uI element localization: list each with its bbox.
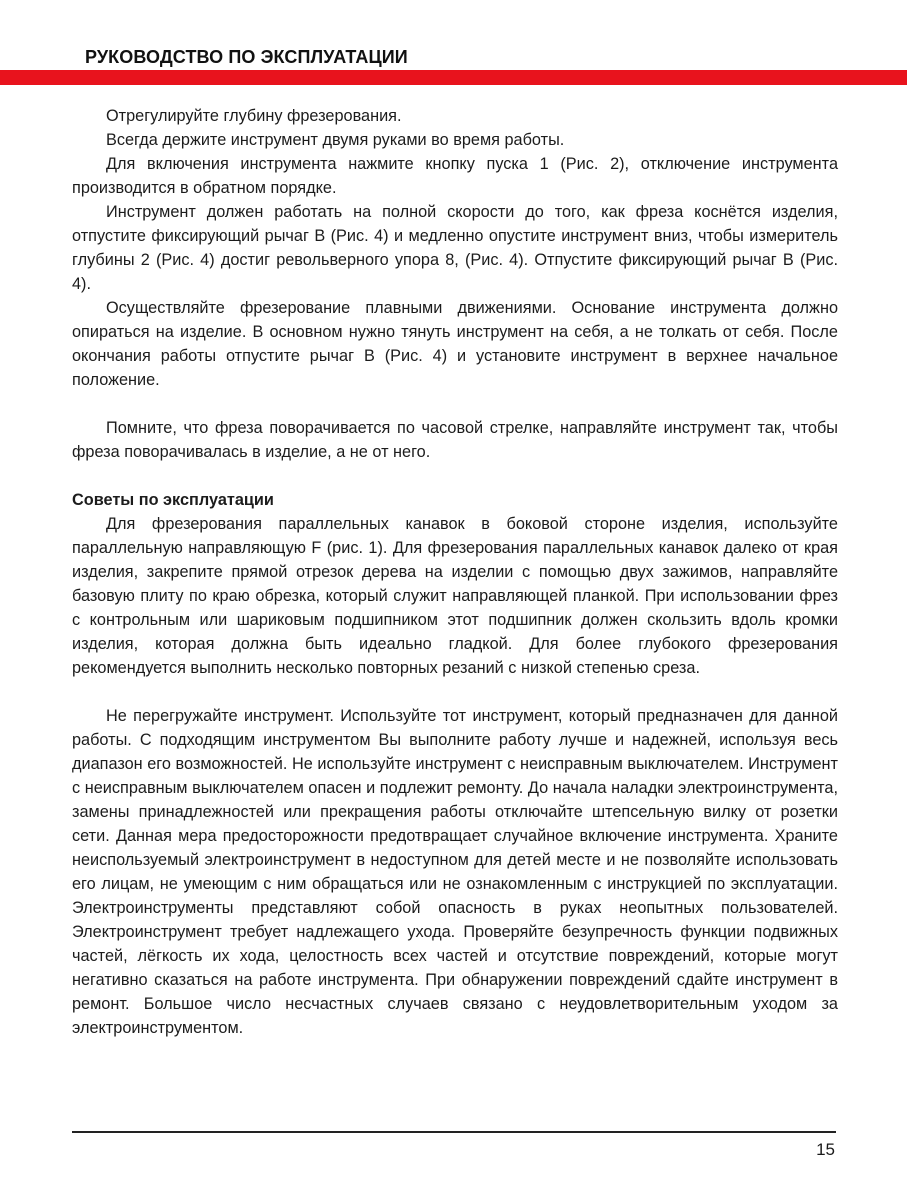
paragraph-rotation-note: Помните, что фреза поворачивается по часовой стрелке, направляйте инструмент так, чтобы фреза поворачивалась в изделие, а не от него. — [72, 419, 838, 461]
paragraph: Отрегулируйте глубину фрезерования. — [106, 107, 402, 125]
paragraph: Всегда держите инструмент двумя руками во время работы. — [106, 131, 565, 149]
document-body — [72, 104, 838, 1040]
section-heading-tips: Советы по эксплуатации — [72, 491, 274, 509]
page-number: 15 — [816, 1140, 835, 1159]
paragraph: Для включения инструмента нажмите кнопку пуска 1 (Рис. 2), отключение инструмента производится в обратном порядке. — [72, 155, 838, 197]
spacer — [72, 680, 838, 704]
paragraph-tips: Для фрезерования параллельных канавок в боковой стороне изделия, используйте параллельную направляющую F (рис. 1). Для фрезерования параллельных канавок далеко от края изделия, закрепите прямой отрезок дерева на изделии с помощью двух зажимов, направляйте базовую плиту по краю обрезка, который служит направляющей планкой. При использовании фрез с контрольным или шариковым подшипником этот подшипник должен скользить вдоль кромки изделия, которая должна быть идеально гладкой. Для более глубокого фрезерования рекомендуется выполнить несколько повторных резаний с низкой степенью среза. — [72, 515, 838, 677]
spacer — [72, 392, 838, 416]
paragraph: Инструмент должен работать на полной скорости до того, как фреза коснётся изделия, отпустите фиксирующий рычаг В (Рис. 4) и медленно опустите инструмент вниз, чтобы измеритель глубины 2 (Рис. 4) достиг револьверного упора 8, (Рис. 4). Отпустите фиксирующий рычаг В (Рис. 4). — [72, 203, 838, 293]
page-header-title: РУКОВОДСТВО ПО ЭКСПЛУАТАЦИИ — [85, 47, 408, 67]
paragraph: Осуществляйте фрезерование плавными движениями. Основание инструмента должно опираться на изделие. В основном нужно тянуть инструмент на себя, а не толкать от себя. После окончания работы отпустите рычаг В (Рис. 4) и установите инструмент в верхнее начальное положение. — [72, 299, 838, 389]
paragraph-overload: Не перегружайте инструмент. Используйте тот инструмент, который предназначен для данной работы. С подходящим инструментом Вы выполните работу лучше и надежней, используя весь диапазон его возможностей. Не используйте инструмент с неисправным выключателем. Инструмент с неисправным выключателем опасен и подлежит ремонту. До начала наладки электроинструмента, замены принадлежностей или прекращения работы отключайте штепсельную вилку от розетки сети. Данная мера предосторожности предотвращает случайное включение инструмента. Храните неиспользуемый электроинструмент в недоступном для детей месте и не позволяйте использовать его лицам, не умеющим с ним обращаться или не ознакомленным с инструкцией по эксплуатации. Электроинструменты представляют собой опасность в руках неопытных пользователей. Электроинструмент требует надлежащего ухода. Проверяйте безупречность функции подвижных частей, лёгкость их хода, целостность всех частей и отсутствие повреждений, которые могут негативно сказаться на работе инструмента. При обнаружении повреждений сдайте инструмент в ремонт. Большое число несчастных случаев связано с неудовлетворительным уходом за электроинструментом. — [72, 707, 838, 1037]
spacer — [72, 464, 838, 488]
footer-divider — [72, 1131, 836, 1133]
header-accent-bar — [0, 70, 907, 85]
